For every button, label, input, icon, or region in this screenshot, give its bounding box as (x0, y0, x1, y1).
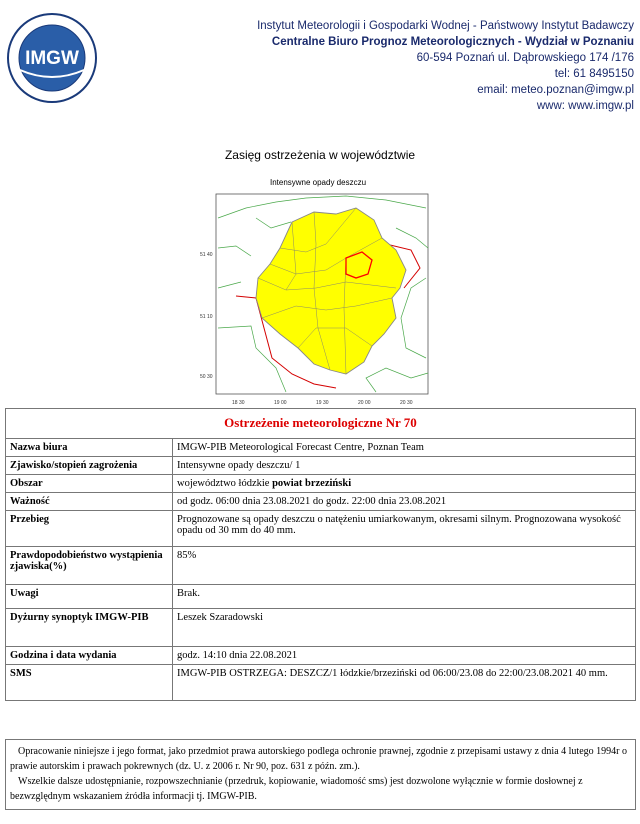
tick-label-left: 50 30 (200, 374, 213, 380)
row-value: Intensywne opady deszczu/ 1 (173, 457, 636, 475)
table-row (6, 493, 636, 511)
tick-label-left: 51 10 (200, 314, 213, 320)
map-caption: Intensywne opady deszczu (269, 178, 367, 187)
area-text: województwo łódzkie powiat brzeziński (177, 478, 352, 489)
phone: tel: 61 8495150 (554, 68, 634, 80)
table-row (6, 665, 636, 701)
tick-label-bottom: 20 30 (400, 400, 413, 406)
office-header (214, 18, 634, 114)
row-value: Leszek Szaradowski (173, 609, 636, 647)
row-label: Obszar (6, 475, 173, 493)
tick-label-bottom: 19 30 (316, 400, 329, 406)
institute-name: Instytut Meteorologii i Gospodarki Wodnej - Państwowy Instytut Badawczy (257, 20, 634, 32)
warning-header: Ostrzeżenie meteorologiczne Nr 70 (6, 409, 636, 439)
row-value: 85% (173, 547, 636, 585)
row-label: Prawdopodobieństwo wystąpienia zjawiska(%) (6, 547, 173, 585)
row-value: Prognozowane są opady deszczu o natężeniu umiarkowanym, okresami silnym. Prognozowana wysokość opadu od 30 mm do 40 mm. (173, 511, 636, 547)
tick-label-bottom: 20 00 (358, 400, 371, 406)
row-label: Uwagi (6, 585, 173, 609)
row-label: SMS (6, 665, 173, 701)
tick-label-left: 51 40 (200, 252, 213, 258)
email[interactable]: email: meteo.poznan@imgw.pl (477, 84, 634, 96)
row-value: IMGW-PIB Meteorological Forecast Centre, Poznan Team (173, 439, 636, 457)
table-row (6, 647, 636, 665)
office-name: Centralne Biuro Prognoz Meteorologicznych - Wydział w Poznaniu (271, 36, 634, 48)
table-row (6, 585, 636, 609)
table-row (6, 609, 636, 647)
row-value: Brak. (173, 585, 636, 609)
row-value: godz. 14:10 dnia 22.08.2021 (173, 647, 636, 665)
row-label: Dyżurny synoptyk IMGW-PIB (6, 609, 173, 647)
table-row (6, 547, 636, 585)
copyright-paragraph: Opracowanie niniejsze i jego format, jako przedmiot prawa autorskiego podlega ochronie prawnej, zgodnie z przepisami ustawy z dnia 4 lutego 1994r o prawie autorskim i prawach pokrewnych (dz. U. z 2006 r. Nr 90, poz. 631 z późn. zm.). (10, 746, 627, 772)
address: 60-594 Poznań ul. Dąbrowskiego 174 /176 (416, 52, 634, 64)
logo-text: IMGW (25, 48, 79, 69)
website[interactable]: www: www.imgw.pl (536, 100, 634, 112)
area-county: powiat brzeziński (272, 478, 352, 489)
distribution-paragraph: Wszelkie dalsze udostępnianie, rozpowszechnianie (przedruk, kopiowanie, wiadomość sms) jest dozwolone wyłącznie w formie dosłownej z bezwzględnym wskazaniem źródła informacji tj. IMGW-PIB. (10, 776, 583, 802)
table-row (6, 475, 636, 493)
row-label: Godzina i data wydania (6, 647, 173, 665)
table-row (6, 457, 636, 475)
row-label: Ważność (6, 493, 173, 511)
row-label: Zjawisko/stopień zagrożenia (6, 457, 173, 475)
row-value (173, 475, 636, 493)
page-title: Zasięg ostrzeżenia w województwie (224, 148, 416, 162)
row-value: IMGW-PIB OSTRZEGA: DESZCZ/1 łódzkie/brzeziński od 06:00/23.08 do 22:00/23.08.2021 40 mm. (173, 665, 636, 701)
row-value: od godz. 06:00 dnia 23.08.2021 do godz. 22:00 dnia 23.08.2021 (173, 493, 636, 511)
row-label: Przebieg (6, 511, 173, 547)
table-row (6, 511, 636, 547)
copyright-notice (5, 739, 636, 810)
tick-label-bottom: 18 30 (232, 400, 245, 406)
tick-label-bottom: 19 00 (274, 400, 287, 406)
warning-table (5, 408, 636, 701)
row-label: Nazwa biura (6, 439, 173, 457)
table-row (6, 439, 636, 457)
voivodeship-map (196, 178, 440, 410)
imgw-logo (6, 12, 98, 104)
